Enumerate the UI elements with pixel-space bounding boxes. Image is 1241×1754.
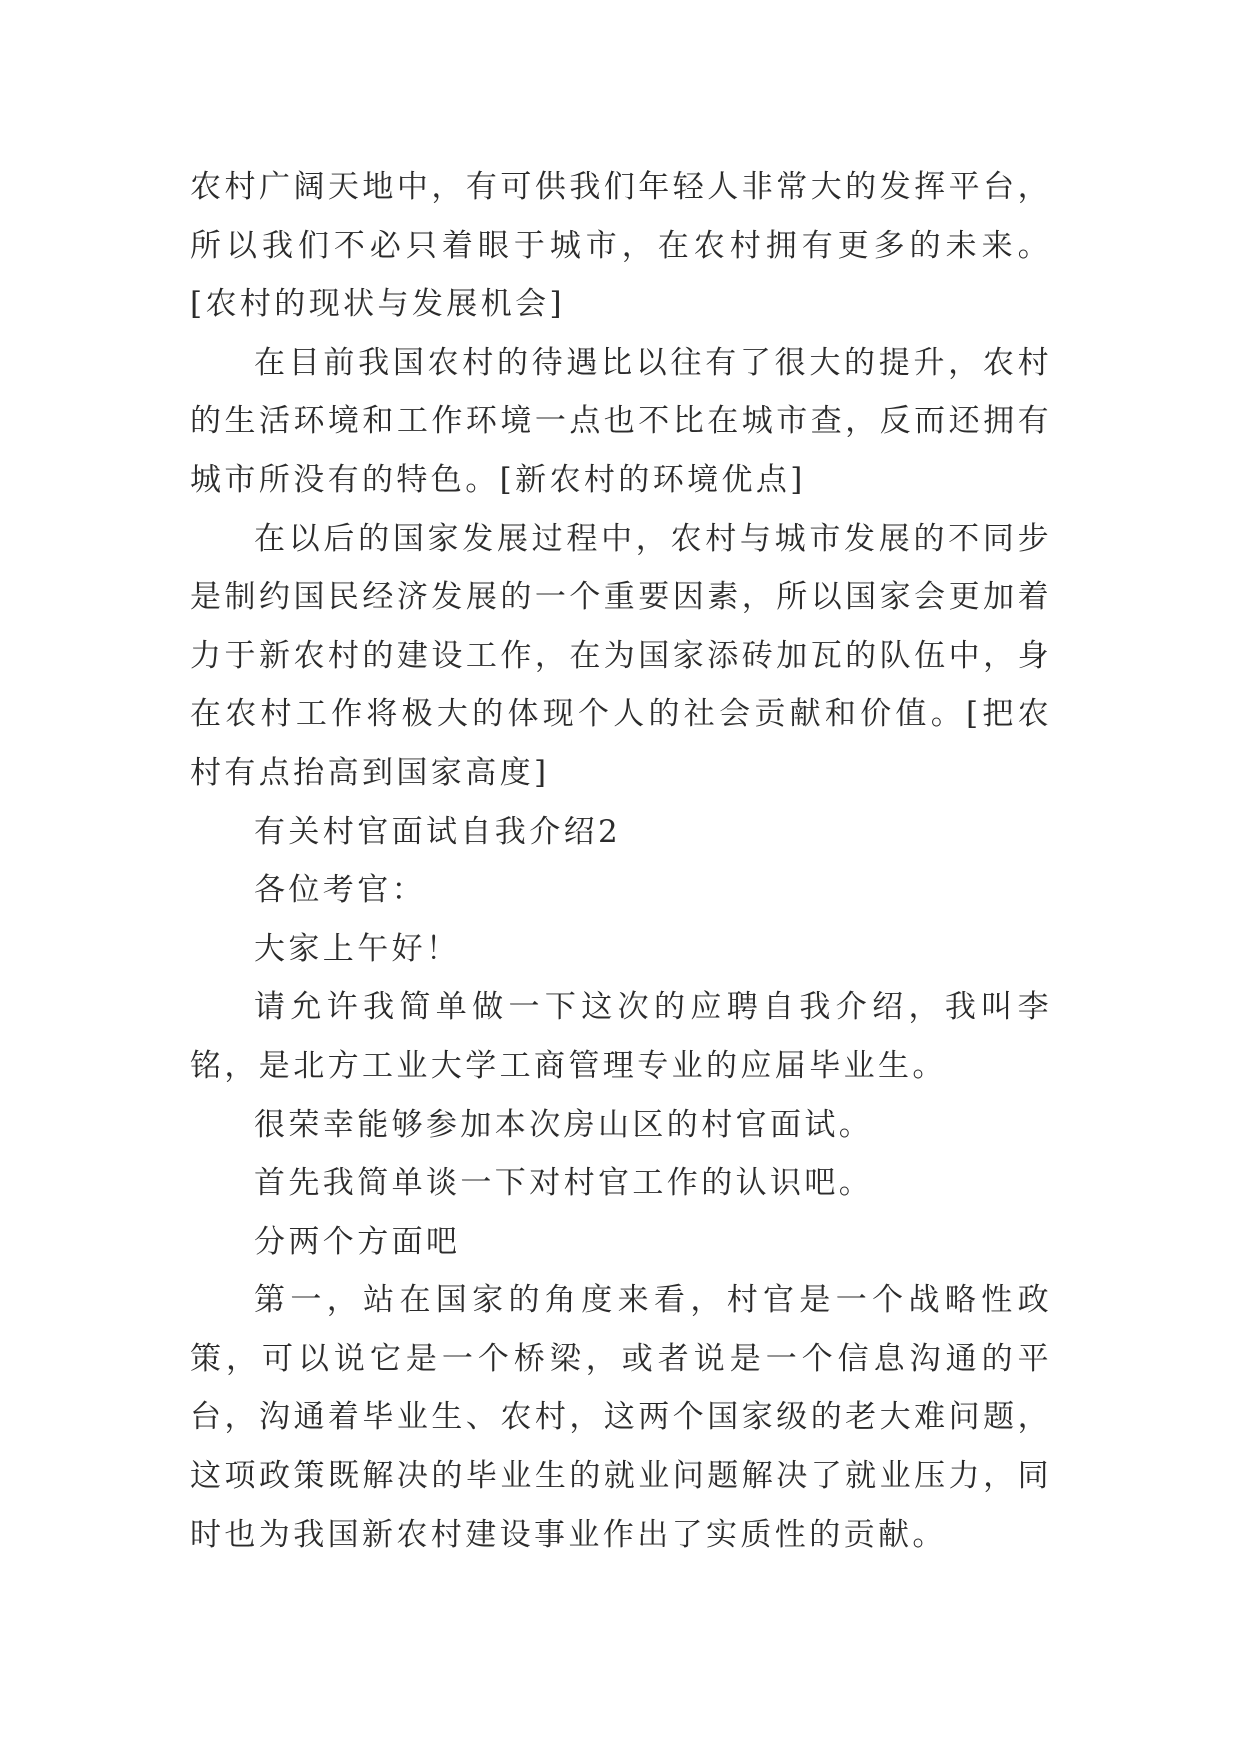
greeting: 大家上午好！: [254, 930, 461, 967]
paragraph-1: 农村广阔天地中，有可供我们年轻人非常大的发挥平台，所以我们不必只着眼于城市，在农村拥有更多的未来。[农村的现状与发展机会]: [190, 169, 1052, 323]
paragraph-10: 分两个方面吧: [254, 1223, 461, 1260]
document-body: [190, 158, 1052, 1564]
paragraph-8: 很荣幸能够参加本次房山区的村官面试。: [254, 1106, 874, 1143]
section-heading: 有关村官面试自我介绍2: [254, 813, 622, 850]
paragraph-11: 第一，站在国家的角度来看，村官是一个战略性政策，可以说它是一个桥梁，或者说是一个信息沟通的平台，沟通着毕业生、农村，这两个国家级的老大难问题，这项政策既解决的毕业生的就业问题解决了就业压力，同时也为我国新农村建设事业作出了实质性的贡献。: [190, 1282, 1052, 1553]
paragraph-9: 首先我简单谈一下对村官工作的认识吧。: [254, 1165, 874, 1202]
paragraph-2: 在目前我国农村的待遇比以往有了很大的提升，农村的生活环境和工作环境一点也不比在城市查，反而还拥有城市所没有的特色。[新农村的环境优点]: [190, 344, 1052, 498]
salutation: 各位考官：: [254, 872, 426, 909]
paragraph-3: 在以后的国家发展过程中，农村与城市发展的不同步是制约国民经济发展的一个重要因素，所以国家会更加着力于新农村的建设工作，在为国家添砖加瓦的队伍中，身在农村工作将极大的体现个人的社会贡献和价值。[把农村有点抬高到国家高度]: [190, 520, 1052, 791]
paragraph-7: 请允许我简单做一下这次的应聘自我介绍，我叫李铭，是北方工业大学工商管理专业的应届毕业生。: [190, 989, 1052, 1084]
